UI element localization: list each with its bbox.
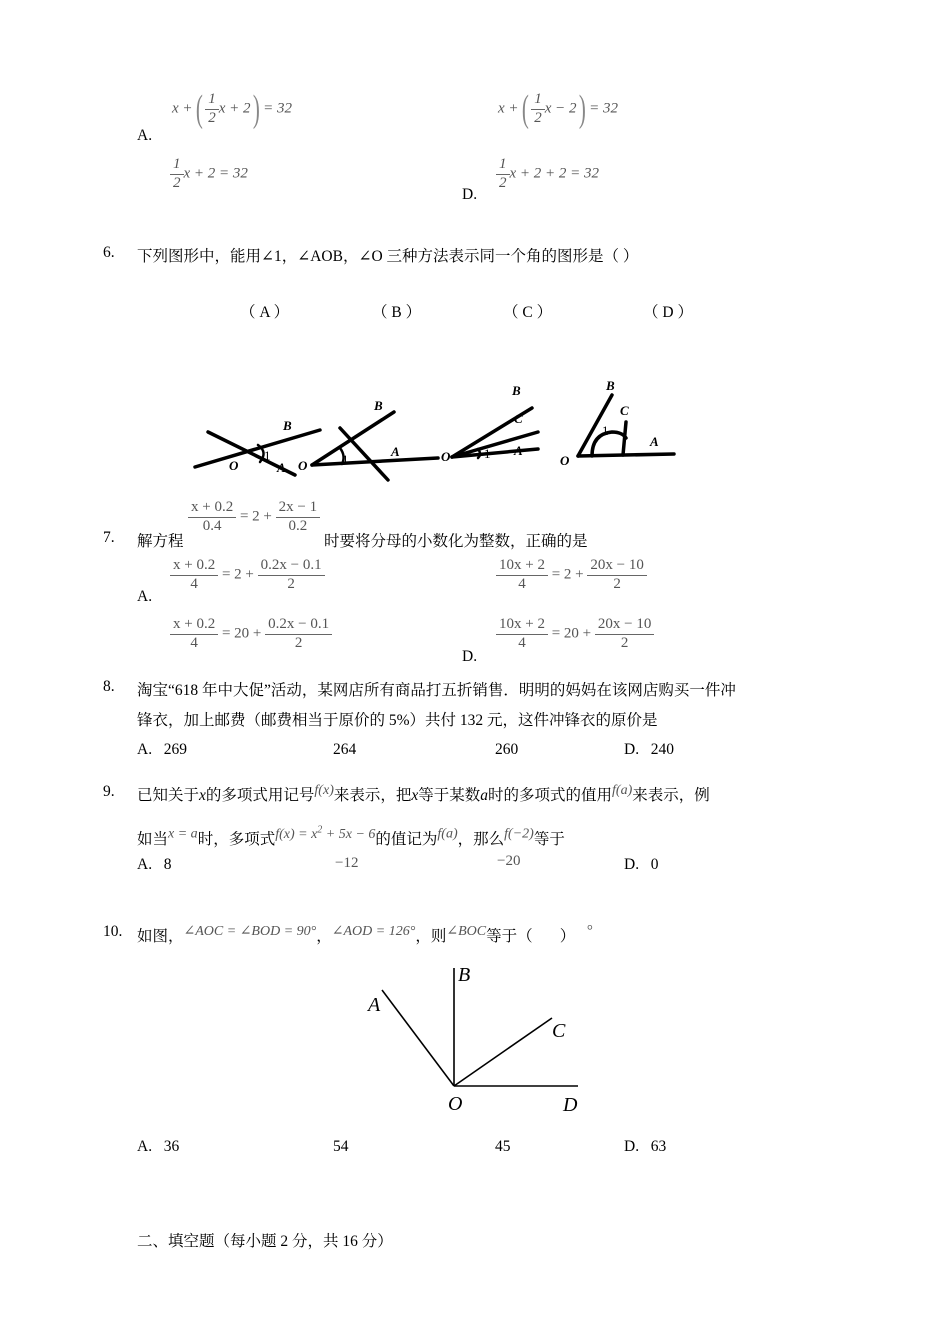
fig-a-label-o: O	[229, 458, 239, 473]
q7-prefix: 解方程	[137, 533, 184, 550]
q10-option-d: D. 63	[624, 1138, 667, 1155]
q10-option-b: 54	[333, 1138, 349, 1155]
fig-c-label-c: C	[514, 411, 523, 426]
fig-d-label-c: C	[620, 403, 629, 418]
fig-b-label-b: B	[374, 398, 383, 413]
fig-c-label-1: 1	[484, 446, 491, 461]
fig-b-ray-ob	[312, 412, 394, 465]
q5-option-a-label: A.	[137, 127, 153, 144]
fig-a-label-b: B	[283, 418, 292, 433]
q6-label-a: （ A ）	[240, 304, 290, 321]
fig-c-label-b: B	[512, 383, 521, 398]
fig-b-label-1: 1	[342, 452, 349, 467]
q10-label-o: O	[448, 1093, 463, 1115]
q10-option-c: 45	[495, 1138, 511, 1155]
fig-d-label-o: O	[560, 453, 570, 468]
fig-d-label-b: B	[606, 378, 615, 393]
q10-ray-oa	[382, 990, 454, 1086]
q10-label-d: D	[563, 1094, 578, 1116]
q9-option-a: A. 8	[137, 856, 172, 873]
q9-number: 9.	[103, 783, 115, 800]
q10-label-c: C	[552, 1020, 566, 1042]
q7-equation: $\frac{x + 0.2}{0.4}$ = 2 + $\frac{2x - 1}{0.2}$	[188, 500, 320, 535]
q9-option-c: −20	[497, 853, 521, 869]
section-2-title: 二、填空题（每小题 2 分，共 16 分）	[137, 1233, 393, 1250]
q7-option-d-expr: $\frac{10x + 2}{4}$ = 20 + $\frac{20x - 10}{2}$	[496, 617, 654, 652]
q6-label-d: （ D ）	[643, 304, 693, 321]
q5-option-d-expr: $\frac{1}{2}$ x + 2 + 2 = 32	[496, 157, 599, 192]
q6-label-b: （ B ）	[372, 304, 422, 321]
q6-figures	[180, 370, 700, 500]
q7-suffix: 时要将分母的小数化为整数，正确的是	[324, 533, 588, 550]
q7-number: 7.	[103, 529, 115, 546]
fig-d-angle-arc	[592, 432, 626, 456]
q8-line-2: 锋衣，加上邮费（邮费相当于原价的 5%）共付 132 元，这件冲锋衣的原价是	[137, 712, 658, 729]
q8-number: 8.	[103, 678, 115, 695]
q10-option-a: A. 36	[137, 1138, 180, 1155]
q10-label-a: A	[368, 994, 381, 1016]
q6-text: 下列图形中，能用∠1，∠AOB，∠O 三种方法表示同一个角的图形是（ ）	[137, 248, 639, 265]
q7-option-b-expr: $\frac{10x + 2}{4}$ = 2 + $\frac{20x - 10}{2}$	[496, 558, 647, 593]
fig-c-label-a: A	[514, 443, 523, 458]
q8-line-1: 淘宝“618 年中大促”活动，某网店所有商品打五折销售．明明的妈妈在该网店购买一件冲	[137, 682, 736, 699]
q7-option-d-label: D.	[462, 648, 478, 665]
fig-c-label-o: O	[441, 449, 451, 464]
q9-option-d: D. 0	[624, 856, 659, 873]
q8-option-d: D. 240	[624, 741, 674, 758]
q10-ray-oc	[454, 1018, 552, 1086]
q7-option-c-expr: $\frac{x + 0.2}{4}$ = 20 + $\frac{0.2x - 0.1}{2}$	[170, 617, 332, 652]
fig-b-label-o: O	[298, 458, 308, 473]
fig-a-label-1: 1	[264, 448, 271, 463]
q5-option-a-expr: x +( $\frac{1}{2}$ x + 2) = 32	[172, 88, 293, 130]
fig-a-label-a: A	[277, 460, 286, 475]
q7-option-a-expr: $\frac{x + 0.2}{4}$ = 2 + $\frac{0.2x - 0.1}{2}$	[170, 558, 325, 593]
q5-option-c-expr: $\frac{1}{2}$ x + 2 = 32	[170, 157, 248, 192]
q10-text: 如图，$^{\angle AOC = \angle BOD = 90^\circ}$，$^{\angle AOD = 126^\circ}$，则$^{\angle BOC}$等于（ ） °	[137, 923, 593, 946]
fig-b-label-a: A	[391, 444, 400, 459]
fig-d-label-1: 1	[602, 423, 609, 438]
fig-d-label-a: A	[650, 434, 659, 449]
q8-option-a: A. 269	[137, 741, 187, 758]
q10-number: 10.	[103, 923, 123, 940]
q6-number: 6.	[103, 244, 115, 261]
q7-option-a-label: A.	[137, 588, 153, 605]
q5-option-b-expr: x +( $\frac{1}{2}$ x − 2) = 32	[498, 88, 619, 130]
q10-label-b: B	[458, 964, 471, 986]
q5-option-d-label: D.	[462, 186, 478, 203]
q9-line-2: 如当$^{x = a}$时，多项式$^{f(x) = x^2 + 5x - 6}$的值记为$^{f(a)}$，那么$^{f(-2)}$等于	[137, 824, 565, 848]
q8-option-b: 264	[333, 741, 357, 758]
q6-label-c: （ C ）	[503, 304, 553, 321]
q8-option-c: 260	[495, 741, 519, 758]
q9-line-1: 已知关于x的多项式用记号$^{f(x)}$来表示，把x等于某数a时的多项式的值用$^{f(a)}$来表示，例	[137, 783, 710, 805]
q9-option-b: −12	[335, 855, 359, 871]
q10-figure	[360, 960, 600, 1120]
